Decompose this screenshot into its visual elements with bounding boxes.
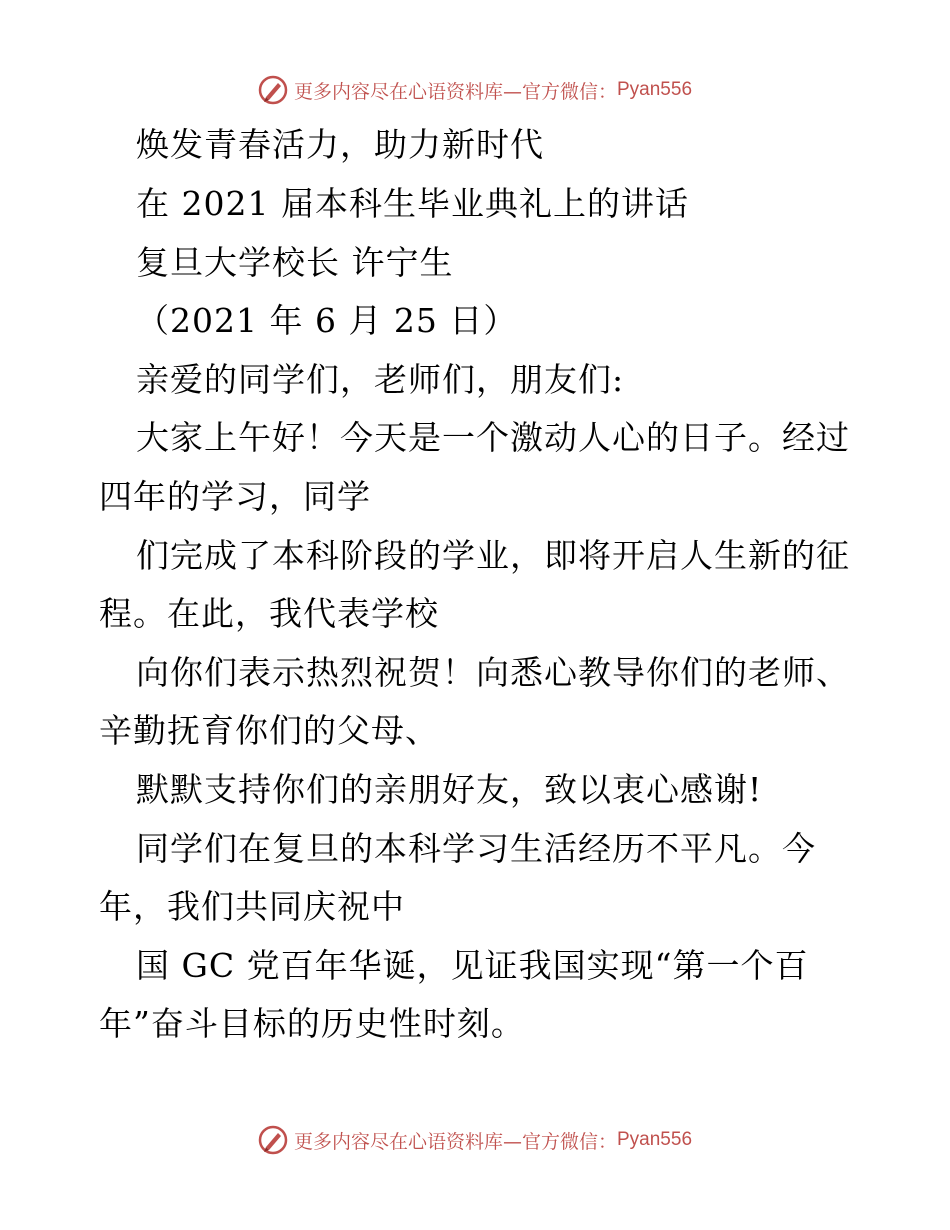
paragraph-line: 程。在此，我代表学校	[99, 594, 439, 633]
paragraph-line: 大家上午好！今天是一个激动人心的日子。经过	[136, 418, 850, 457]
doc-title: 焕发青春活力，助力新时代	[136, 125, 544, 164]
watermark-wechat-id: Pyan556	[617, 1129, 693, 1150]
pen-logo-icon	[258, 1125, 288, 1155]
watermark-text: 更多内容尽在心语资料库—官方微信：	[293, 1130, 617, 1153]
paragraph-line: 四年的学习，同学	[99, 477, 371, 516]
doc-subtitle: 在 2021 届本科生毕业典礼上的讲话	[136, 184, 689, 223]
paragraph-line: 辛勤抚育你们的父母、	[99, 711, 439, 750]
paragraph-line: 们完成了本科阶段的学业，即将开启人生新的征	[136, 536, 850, 575]
paragraph-line: 默默支持你们的亲朋好友，致以衷心感谢!	[136, 770, 763, 809]
doc-salutation: 亲爱的同学们，老师们，朋友们:	[136, 360, 625, 399]
paragraph-line: 年”奋斗目标的历史性时刻。	[99, 1004, 525, 1043]
paragraph-line: 国 GC 党百年华诞，见证我国实现“第一个百	[136, 946, 809, 985]
header-watermark	[0, 70, 950, 110]
footer-watermark	[0, 1120, 950, 1160]
paragraph-line: 向你们表示热烈祝贺！向悉心教导你们的老师、	[136, 653, 850, 692]
paragraph-line: 年，我们共同庆祝中	[99, 887, 405, 926]
paragraph-line: 同学们在复旦的本科学习生活经历不平凡。今	[136, 829, 816, 868]
watermark-text: 更多内容尽在心语资料库—官方微信：	[293, 80, 617, 103]
pen-logo-icon	[258, 75, 288, 105]
doc-author: 复旦大学校长 许宁生	[136, 243, 454, 282]
watermark-wechat-id: Pyan556	[617, 79, 693, 100]
doc-date: （2021 年 6 月 25 日）	[136, 301, 518, 340]
